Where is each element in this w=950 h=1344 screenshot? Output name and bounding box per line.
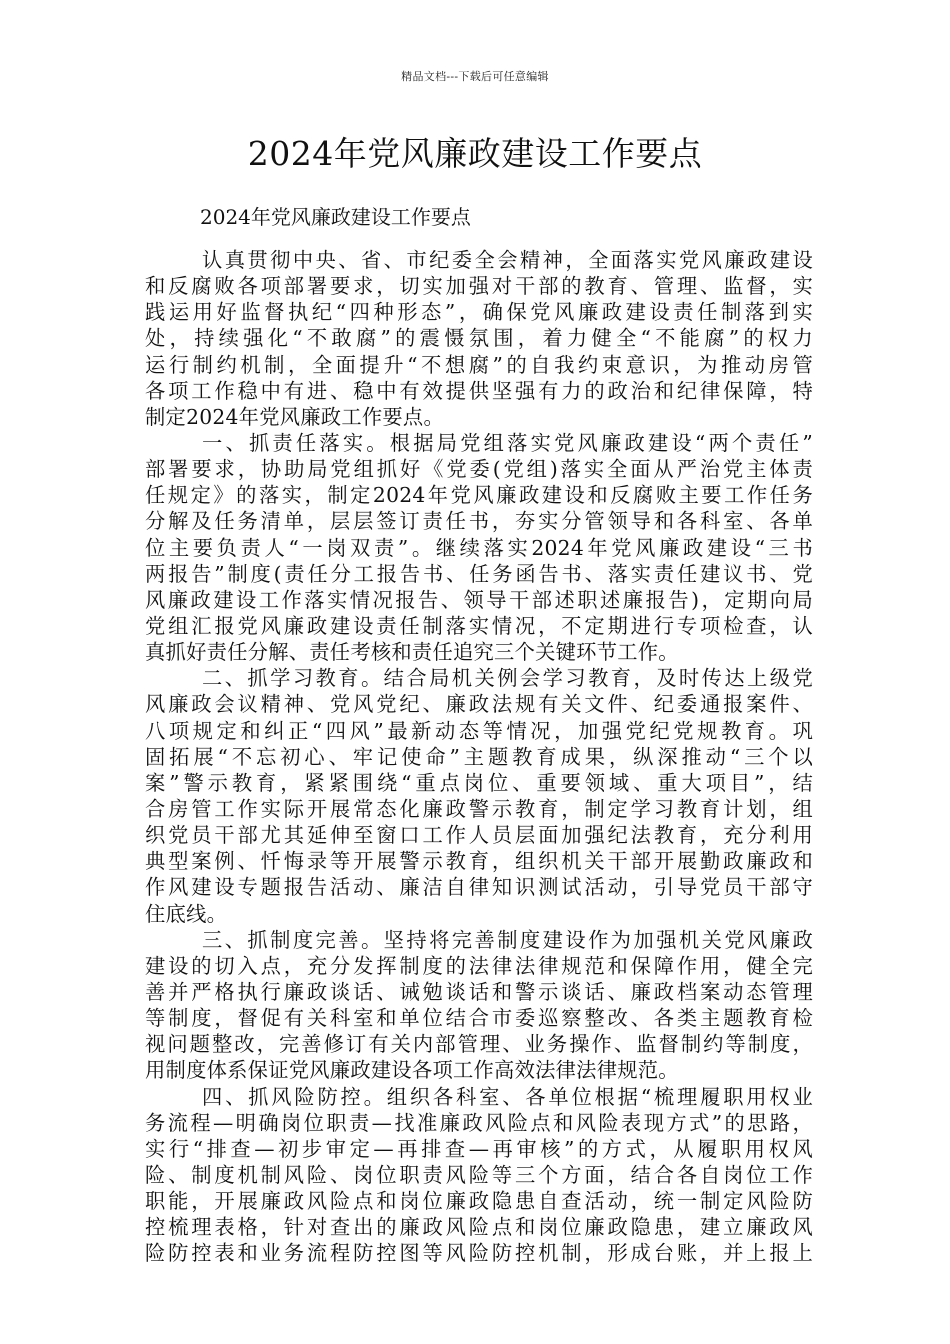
header-note: 精品文档---下载后可任意编辑 [401, 70, 549, 83]
text-line: 三、抓制度完善。坚持将完善制度建设作为加强机关党风廉政 [202, 927, 813, 952]
text-line: 真抓好责任分解、责任考核和责任追究三个关键环节工作。 [145, 640, 679, 665]
text-line: 任规定》的落实，制定2024年党风廉政建设和反腐败主要工作任务 [145, 483, 813, 508]
text-line: 典型案例、忏悔录等开展警示教育，组织机关干部开展勤政廉政和 [145, 849, 813, 874]
text-line: 作风建设专题报告活动、廉洁自律知识测试活动，引导党员干部守 [145, 875, 813, 900]
text-line: 风廉政会议精神、党风党纪、廉政法规有关文件、纪委通报案件、 [145, 692, 813, 717]
document-subtitle: 2024年党风廉政建设工作要点 [200, 205, 471, 229]
text-line: 建设的切入点，充分发挥制度的法律法律规范和保障作用，健全完 [145, 953, 813, 978]
text-line: 务流程—明确岗位职责—找准廉政风险点和风险表现方式”的思路， [145, 1110, 813, 1135]
text-line: 运行制约机制，全面提升“不想腐”的自我约束意识，为推动房管 [145, 352, 813, 377]
text-line: 合房管工作实际开展常态化廉政警示教育，制定学习教育计划，组 [145, 796, 813, 821]
text-line: 和反腐败各项部署要求，切实加强对干部的教育、管理、监督，实 [145, 274, 813, 299]
text-line: 位主要负责人“一岗双责”。继续落实2024年党风廉政建设“三书 [145, 535, 813, 560]
text-line: 视问题整改，完善修订有关内部管理、业务操作、监督制约等制度， [145, 1032, 813, 1057]
document-title: 2024年党风廉政建设工作要点 [247, 134, 703, 173]
text-line: 践运用好监督执纪“四种形态”，确保党风廉政建设责任制落到实 [145, 300, 813, 325]
text-line: 部署要求，协助局党组抓好《党委(党组)落实全面从严治党主体责 [145, 457, 813, 482]
text-line: 控梳理表格，针对查出的廉政风险点和岗位廉政隐患，建立廉政风 [145, 1215, 813, 1240]
text-line: 两报告”制度(责任分工报告书、任务函告书、落实责任建议书、党 [145, 561, 813, 586]
text-line: 险、制度机制风险、岗位职责风险等三个方面，结合各自岗位工作 [145, 1162, 813, 1187]
text-line: 住底线。 [145, 901, 228, 926]
text-line: 党组汇报党风廉政建设责任制落实情况，不定期进行专项检查，认 [145, 613, 813, 638]
text-line: 等制度，督促有关科室和单位结合市委巡察整改、各类主题教育检 [145, 1006, 813, 1031]
text-line: 认真贯彻中央、省、市纪委全会精神，全面落实党风廉政建设 [202, 248, 813, 272]
body-text [145, 247, 813, 1266]
text-line: 各项工作稳中有进、稳中有效提供坚强有力的政治和纪律保障，特 [145, 378, 813, 403]
text-line: 固拓展“不忘初心、牢记使命”主题教育成果，纵深推动“三个以 [145, 744, 813, 769]
text-line: 职能，开展廉政风险点和岗位廉政隐患自查活动，统一制定风险防 [145, 1189, 813, 1214]
text-line: 分解及任务清单，层层签订责任书，夯实分管领导和各科室、各单 [145, 509, 813, 534]
text-line: 四、抓风险防控。组织各科室、各单位根据“梳理履职用权业 [202, 1084, 813, 1109]
text-line: 八项规定和纠正“四风”最新动态等情况，加强党纪党规教育。巩 [145, 718, 813, 743]
text-line: 一、抓责任落实。根据局党组落实党风廉政建设“两个责任” [202, 430, 813, 455]
text-line: 险防控表和业务流程防控图等风险防控机制，形成台账，并上报上 [145, 1241, 813, 1266]
text-line: 处，持续强化“不敢腐”的震慑氛围，着力健全“不能腐”的权力 [145, 326, 813, 351]
text-line: 善并严格执行廉政谈话、诫勉谈话和警示谈话、廉政档案动态管理 [145, 979, 813, 1004]
text-line: 案”警示教育，紧紧围绕“重点岗位、重要领域、重大项目”，结 [145, 770, 813, 795]
text-line: 制定2024年党风廉政工作要点。 [145, 404, 444, 429]
text-line: 实行“排查—初步审定—再排查—再审核”的方式，从履职用权风 [145, 1136, 813, 1161]
text-line: 织党员干部尤其延伸至窗口工作人员层面加强纪法教育，充分利用 [145, 823, 813, 848]
text-line: 二、抓学习教育。结合局机关例会学习教育，及时传达上级党 [202, 666, 813, 691]
text-line: 用制度体系保证党风廉政建设各项工作高效法律法律规范。 [145, 1058, 679, 1083]
text-line: 风廉政建设工作落实情况报告、领导干部述职述廉报告)，定期向局 [145, 587, 813, 612]
